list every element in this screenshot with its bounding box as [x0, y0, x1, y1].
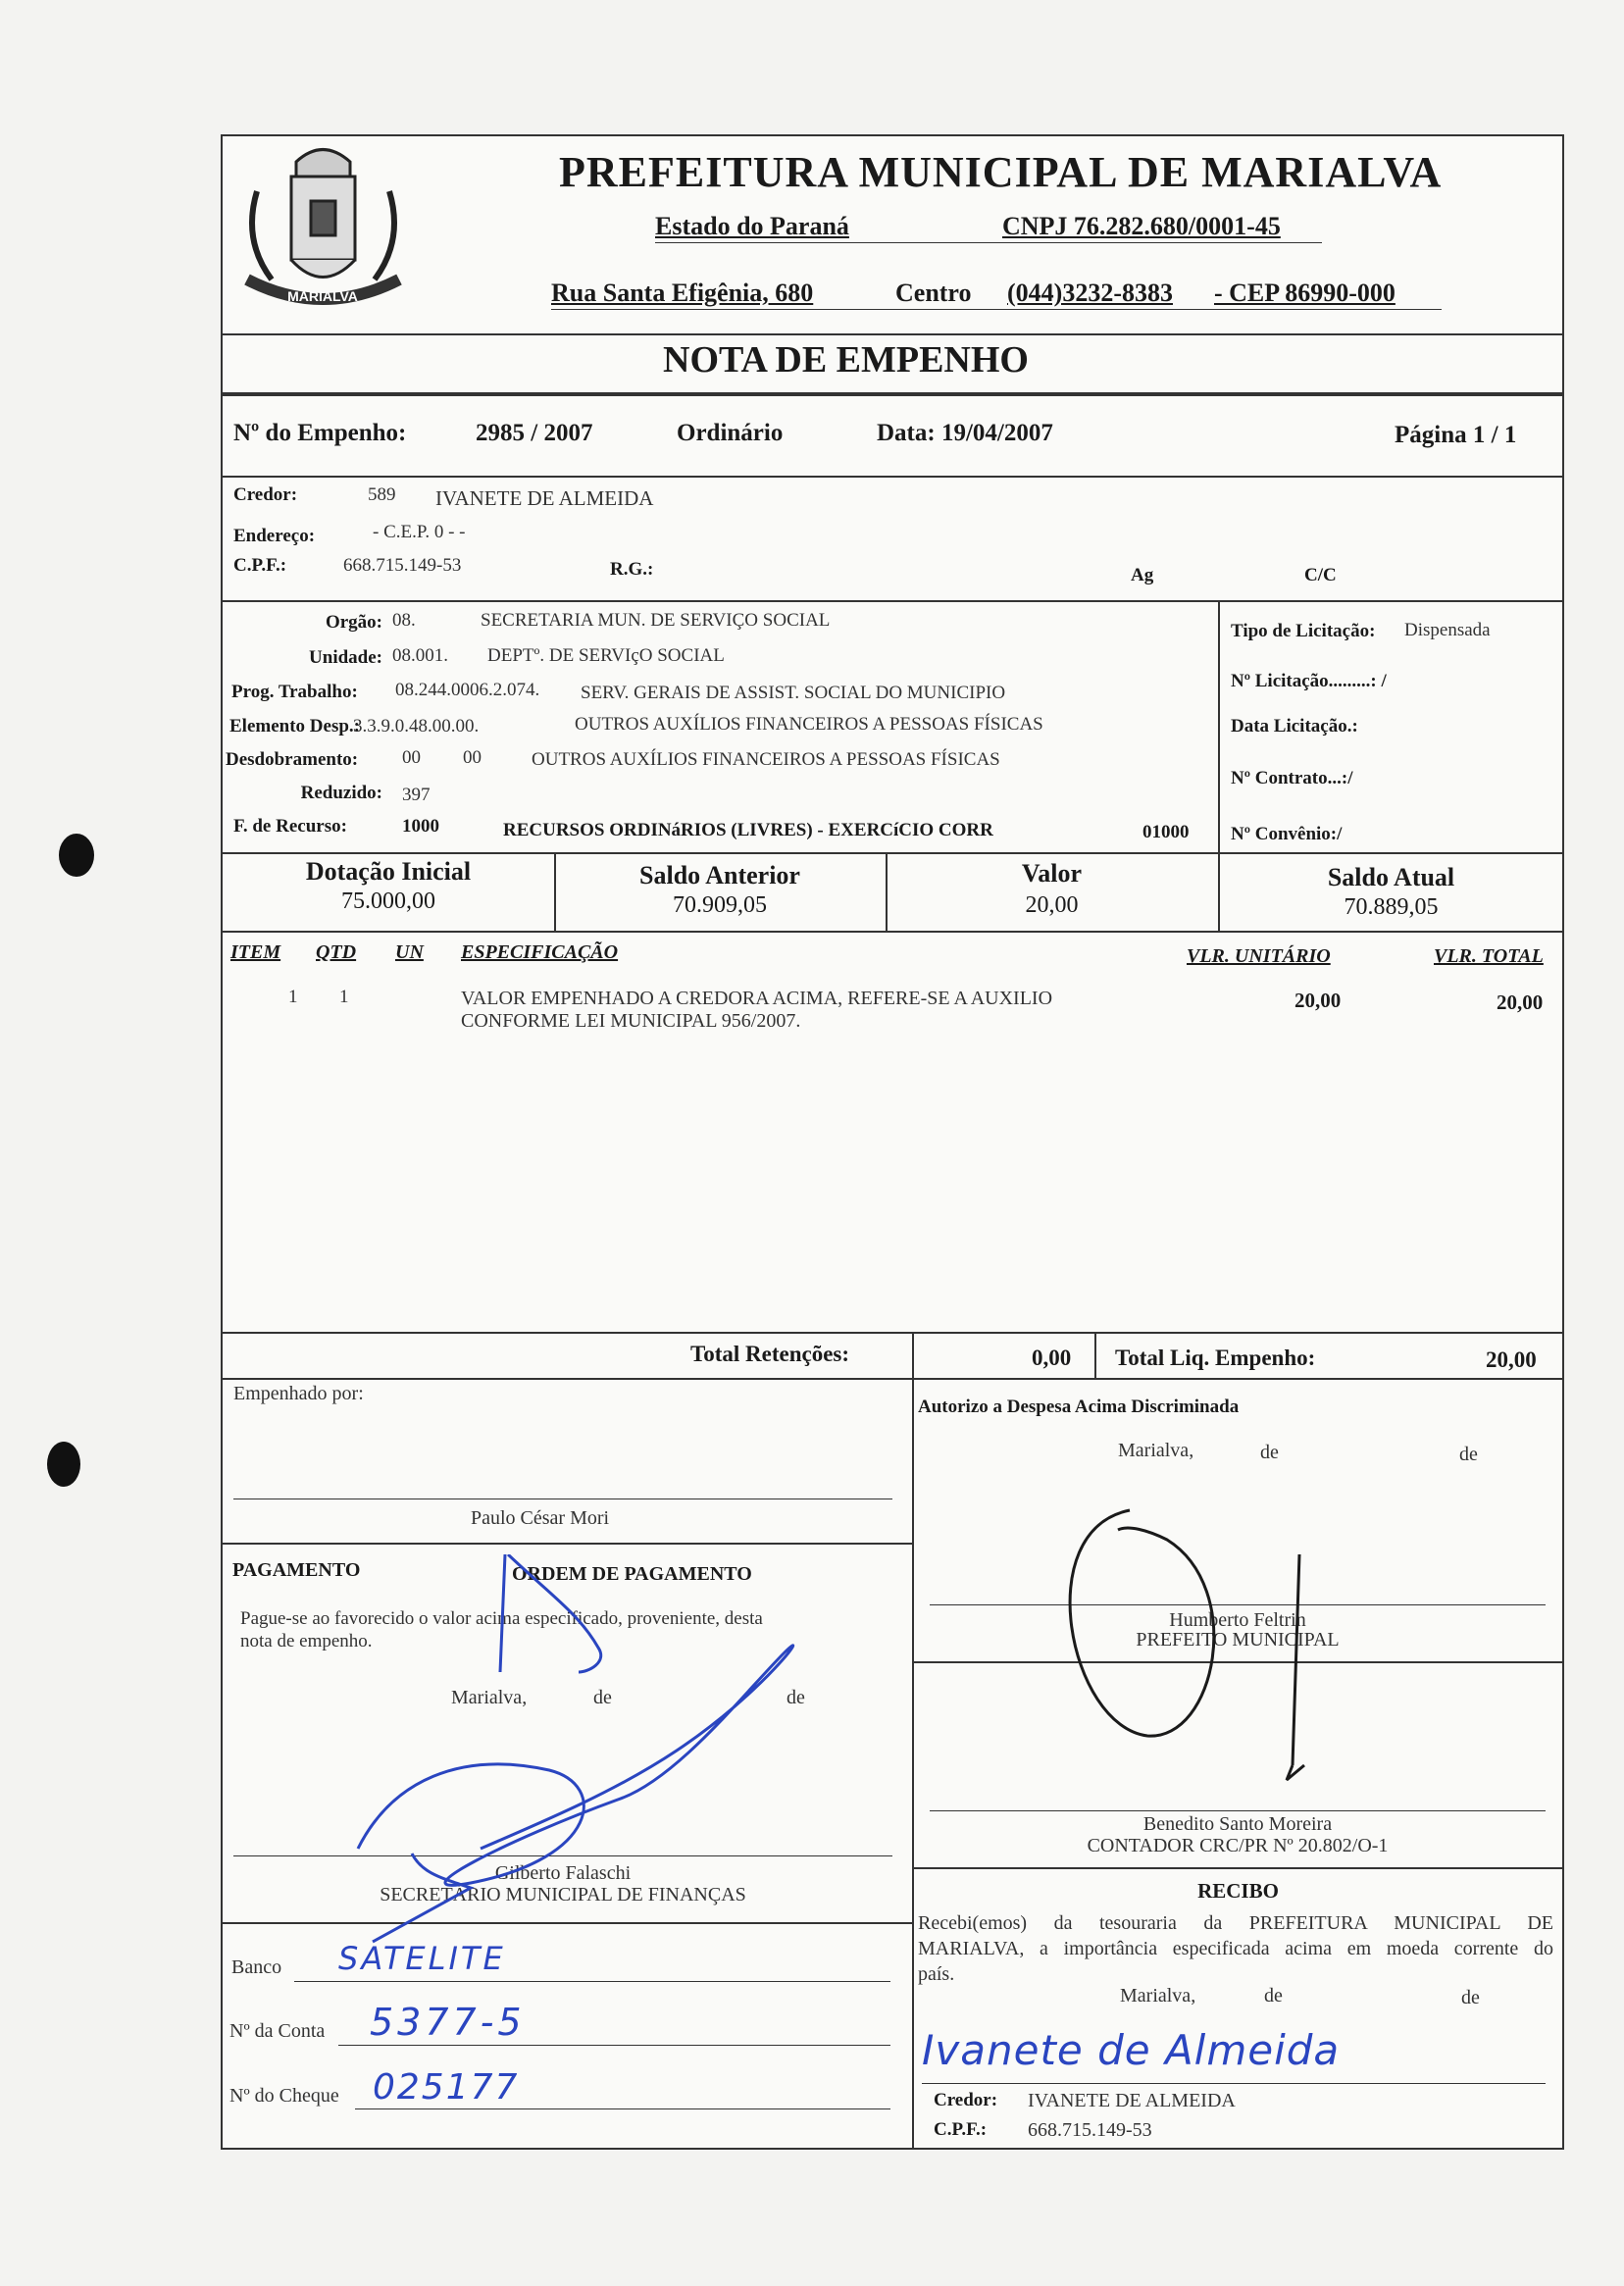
endereco-label: Endereço:	[233, 526, 316, 546]
numero-licitacao: Nº Licitação.........: /	[1231, 671, 1387, 691]
financas-name: Gilberto Falaschi	[494, 1862, 632, 1884]
fonte-label: F. de Recurso:	[233, 816, 347, 837]
recibo-credor-name: IVANETE DE ALMEIDA	[1028, 2090, 1236, 2111]
marialva-coat-of-arms	[228, 132, 419, 329]
autorizo-place: Marialva,	[1118, 1440, 1194, 1461]
recibo-de-2: de	[1461, 1987, 1480, 2008]
header-state: Estado do Paraná	[655, 212, 849, 240]
svg-text:MARIALVA: MARIALVA	[287, 288, 358, 304]
autorizo-de-1: de	[1260, 1442, 1279, 1463]
row-total-value: 20,00	[1497, 991, 1544, 1014]
empenhado-name: Paulo César Mori	[471, 1507, 610, 1529]
header-title: PREFEITURA MUNICIPAL DE MARIALVA	[559, 148, 1443, 196]
empenho-number: 2985 / 2007	[476, 420, 593, 446]
credor-name: IVANETE DE ALMEIDA	[435, 486, 654, 510]
ordem-pagamento-label: ORDEM DE PAGAMENTO	[512, 1563, 752, 1585]
cpf-label: C.P.F.:	[233, 555, 287, 576]
unidade-name: DEPTº. DE SERVIçO SOCIAL	[487, 645, 725, 666]
financas-signature	[353, 1554, 824, 1947]
row-unit-value: 20,00	[1294, 989, 1342, 1012]
credor-label: Credor:	[233, 484, 298, 505]
autorizo-label: Autorizo a Despesa Acima Discriminada	[918, 1397, 1240, 1417]
fonte-number: 01000	[1142, 822, 1190, 842]
recibo-cpf-value: 668.715.149-53	[1028, 2119, 1152, 2141]
contador-role: CONTADOR CRC/PR Nº 20.802/O-1	[1087, 1835, 1389, 1856]
items-header-qtd: QTD	[316, 941, 357, 963]
tipo-licitacao-value: Dispensada	[1404, 620, 1491, 640]
pagamento-label: PAGAMENTO	[232, 1559, 361, 1581]
header-street: Rua Santa Efigênia, 680	[551, 279, 814, 307]
recibo-text-line1: Recebi(emos) da tesouraria da PREFEITURA MUNICIPAL DE	[918, 1912, 1553, 1934]
row-item: 1	[288, 987, 298, 1007]
recibo-text-line3: país.	[918, 1963, 955, 1985]
recibo-text-line2: MARIALVA, a importância especificada acima em moeda corrente do	[918, 1938, 1553, 1959]
valor-label: Valor	[1021, 859, 1083, 888]
hole-punch-bottom	[47, 1442, 80, 1487]
reduzido-label: Reduzido:	[300, 783, 382, 803]
pagamento-de-2: de	[787, 1687, 805, 1708]
retencoes-value: 0,00	[1032, 1346, 1072, 1370]
page-number: Página 1 / 1	[1395, 422, 1517, 448]
items-header-un: UN	[395, 941, 424, 963]
retencoes-label: Total Retenções:	[690, 1342, 850, 1366]
valor-value: 20,00	[1025, 892, 1079, 918]
items-header-especificacao: ESPECIFICAÇÃO	[461, 941, 619, 963]
header-cep: - CEP 86990-000	[1214, 279, 1396, 307]
header-cnpj: CNPJ 76.282.680/0001-45	[1002, 212, 1281, 240]
empenho-date: Data: 19/04/2007	[877, 420, 1053, 446]
elemento-code: 3.3.9.0.48.00.00.	[353, 716, 480, 737]
saldo-atual-value: 70.889,05	[1344, 894, 1439, 920]
liquido-value: 20,00	[1486, 1347, 1537, 1372]
recibo-credor-label: Credor:	[934, 2090, 998, 2110]
orgao-code: 08.	[392, 610, 416, 631]
prefeito-name: Humberto Feltrin	[1169, 1609, 1306, 1631]
doc-title: NOTA DE EMPENHO	[663, 339, 1029, 381]
elemento-name: OUTROS AUXÍLIOS FINANCEIROS A PESSOAS FÍSICAS	[575, 714, 1043, 735]
pagamento-text-line1: Pague-se ao favorecido o valor acima especificado, proveniente, desta	[240, 1608, 763, 1629]
hole-punch-top	[59, 834, 94, 877]
row-spec-line2: CONFORME LEI MUNICIPAL 956/2007.	[461, 1010, 801, 1032]
header-district: Centro	[895, 279, 972, 307]
unidade-label: Unidade:	[309, 647, 382, 668]
elemento-label: Elemento Desp.:	[229, 716, 360, 737]
saldo-anterior-value: 70.909,05	[673, 892, 767, 918]
numero-contrato: Nº Contrato...:/	[1231, 768, 1353, 788]
ag-label: Ag	[1131, 565, 1154, 585]
desdobramento-label: Desdobramento:	[226, 749, 359, 770]
orgao-label: Orgão:	[325, 612, 382, 633]
row-spec-line1: VALOR EMPENHADO A CREDORA ACIMA, REFERE-SE A AUXILIO	[461, 988, 1053, 1009]
dotacao-label: Dotação Inicial	[305, 857, 472, 886]
empenhado-label: Empenhado por:	[233, 1383, 364, 1404]
pagamento-de-1: de	[593, 1687, 612, 1708]
desdobramento-a: 00	[402, 747, 421, 768]
items-header-vlr-unitario: VLR. UNITÁRIO	[1187, 945, 1331, 967]
credor-code: 589	[368, 484, 396, 505]
saldo-anterior-label: Saldo Anterior	[639, 861, 800, 889]
data-licitacao: Data Licitação.:	[1231, 716, 1358, 737]
rg-label: R.G.:	[610, 559, 654, 580]
cheque-label: Nº do Cheque	[229, 2085, 339, 2107]
pagamento-place: Marialva,	[451, 1687, 528, 1708]
cc-label: C/C	[1304, 565, 1337, 585]
tipo-licitacao-label: Tipo de Licitação:	[1231, 621, 1376, 641]
empenho-label: Nº do Empenho:	[233, 420, 407, 446]
conta-value: 5377-5	[370, 2001, 526, 2044]
numero-convenio: Nº Convênio:/	[1231, 824, 1343, 844]
conta-label: Nº da Conta	[229, 2020, 326, 2042]
banco-label: Banco	[231, 1956, 282, 1978]
recibo-cpf-label: C.P.F.:	[934, 2119, 988, 2140]
prog-code: 08.244.0006.2.074.	[395, 680, 540, 700]
prog-name: SERV. GERAIS DE ASSIST. SOCIAL DO MUNICIPIO	[581, 683, 1006, 703]
prog-label: Prog. Trabalho:	[231, 682, 358, 702]
orgao-name: SECRETARIA MUN. DE SERVIÇO SOCIAL	[481, 610, 831, 631]
contador-name: Benedito Santo Moreira	[1142, 1813, 1333, 1835]
row-qtd: 1	[339, 987, 349, 1007]
autorizo-de-2: de	[1459, 1444, 1478, 1465]
pagamento-text-line2: nota de empenho.	[240, 1631, 373, 1651]
header-phone: (044)3232-8383	[1007, 279, 1173, 307]
empenho-kind: Ordinário	[677, 420, 784, 446]
cheque-value: 025177	[373, 2067, 520, 2108]
prefeito-signature	[922, 1471, 1393, 1804]
desdobramento-b: 00	[463, 747, 482, 768]
items-header-item: ITEM	[230, 941, 281, 963]
reduzido-code: 397	[402, 785, 431, 805]
financas-role: SECRETÁRIO MUNICIPAL DE FINANÇAS	[380, 1884, 746, 1905]
saldo-atual-label: Saldo Atual	[1327, 863, 1455, 891]
items-header-vlr-total: VLR. TOTAL	[1434, 945, 1544, 967]
fonte-name: RECURSOS ORDINáRIOS (LIVRES) - EXERCíCIO CORR	[503, 820, 993, 840]
liquido-label: Total Liq. Empenho:	[1115, 1346, 1316, 1370]
cpf-value: 668.715.149-53	[343, 555, 462, 576]
recibo-place: Marialva,	[1120, 1985, 1196, 2007]
prefeito-role: PREFEITO MUNICIPAL	[1136, 1629, 1340, 1651]
credor-signature: Ivanete de Almeida	[922, 2026, 1341, 2074]
desdobramento-name: OUTROS AUXÍLIOS FINANCEIROS A PESSOAS FÍSICAS	[532, 749, 1000, 770]
dotacao-value: 75.000,00	[341, 889, 435, 914]
recibo-label: RECIBO	[1197, 1879, 1279, 1903]
unidade-code: 08.001.	[392, 645, 448, 666]
fonte-code: 1000	[402, 816, 439, 837]
banco-value: SATELITE	[338, 1940, 506, 1977]
endereco-value: - C.E.P. 0 - -	[373, 522, 466, 542]
recibo-de-1: de	[1264, 1985, 1283, 2007]
